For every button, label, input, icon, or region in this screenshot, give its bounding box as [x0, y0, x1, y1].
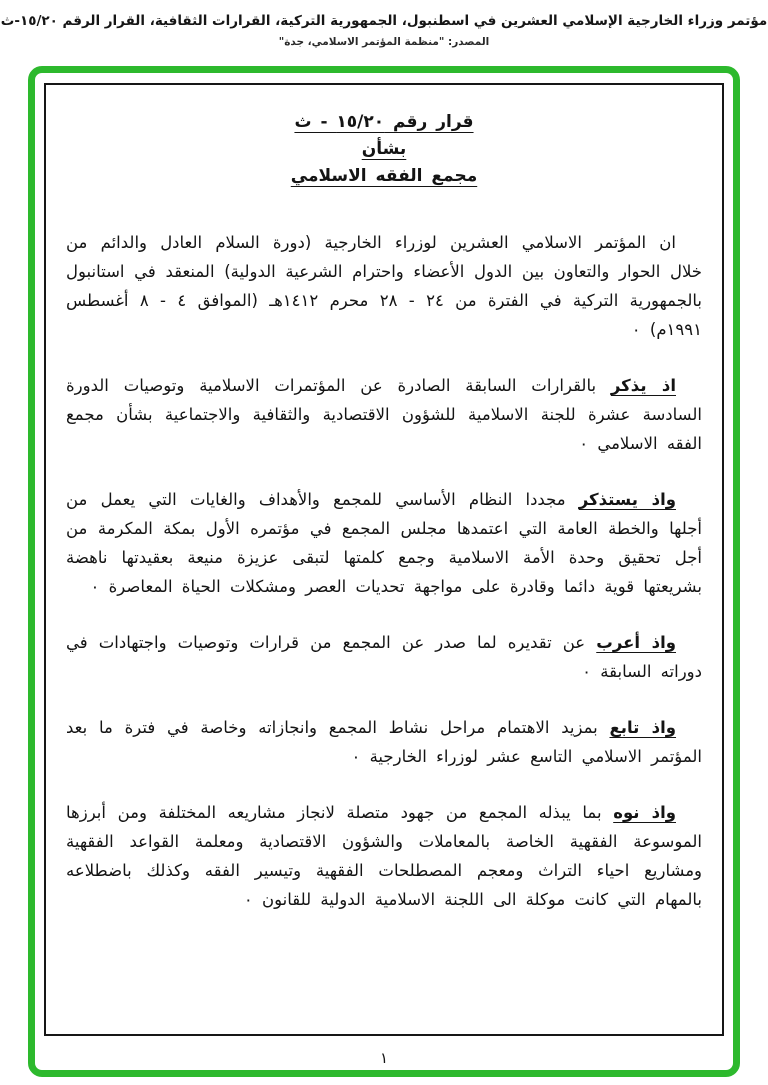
paragraph-text: بما يبذله المجمع من جهود متصلة لانجاز مشاريعه المختلفة ومن أبرزها الموسوعة الفقهية الخاصة بالمعاملات والشؤون الاقتصادية ومعلمة القواعد الفقهية ومشاريع احياء التراث ومعجم المصطلحات الفقهية وتيسير الفقه وكذلك باضطلاعه بالمهام التي كانت موكلة الى اللجنة الاسلامية الدولية للقانون ٠ — [66, 803, 702, 909]
paragraph-recalling — [66, 371, 702, 458]
paragraph-text: بمزيد الاهتمام مراحل نشاط المجمع وانجازاته وخاصة في فترة ما بعد المؤتمر الاسلامي التاسع عشر لوزراء الخارجية ٠ — [66, 718, 702, 766]
paragraph-lead: واذ تابع — [609, 718, 677, 737]
header-source: المصدر: "منظمة المؤتمر الاسلامي، جدة" — [278, 36, 490, 48]
resolution-title-block — [66, 109, 702, 190]
paragraph-text: ان المؤتمر الاسلامي العشرين لوزراء الخارجية (دورة السلام العادل والدائم من خلال الحوار والتعاون بين الدول الأعضاء واحترام الشرعية الدولية) المنعقد في استانبول بالجمهورية التركية في الفترة من ٢٤ - ٢٨ محرم ١٤١٢هـ (الموافق ٤ - ٨ أغسطس ١٩٩١م) ٠ — [66, 233, 702, 339]
paragraph-lead: واذ يستذكر — [578, 490, 676, 509]
document-body-frame — [44, 83, 724, 1036]
paragraph-following — [66, 713, 702, 771]
header-title: مؤتمر وزراء الخارجية الإسلامي العشرين في اسطنبول، الجمهورية التركية، القرارات الثقافية، القرار الرقم ١٥/٢٠-ث — [0, 13, 768, 29]
document-header — [0, 0, 768, 48]
paragraph-lead: واذ أعرب — [596, 633, 676, 652]
resolution-subject: مجمع الفقه الاسلامي — [290, 166, 478, 186]
paragraph-preamble — [66, 228, 702, 344]
page-number: ١ — [379, 1049, 389, 1067]
paragraph-lead: اذ يذكر — [610, 376, 676, 395]
paragraph-text: مجددا النظام الأساسي للمجمع والأهداف والغايات التي يعمل من أجلها والخطة العامة التي اعتمدها مجلس المجمع في مؤتمره الأول بمكة المكرمة من أجل تحقيق وحدة الأمة الاسلامية وجمع كلمتها لتبقى عزيزة منيعة بعقيدتها ناهضة بشريعتها قوية دائما وقادرة على مواجهة تحديات العصر ومشكلات الحياة المعاصرة ٠ — [66, 490, 702, 596]
paragraph-appreciation — [66, 628, 702, 686]
paragraph-text: عن تقديره لما صدر عن المجمع من قرارات وتوصيات واجتهادات في دوراته السابقة ٠ — [66, 633, 702, 681]
paragraph-noting — [66, 798, 702, 914]
green-annotation-frame — [28, 66, 740, 1077]
paragraph-lead: واذ نوه — [613, 803, 676, 822]
paragraph-text: بالقرارات السابقة الصادرة عن المؤتمرات الاسلامية وتوصيات الدورة السادسة عشرة للجنة الاسلامية للشؤون الاقتصادية والثقافية والاجتماعية بشأن مجمع الفقه الاسلامي ٠ — [66, 376, 702, 453]
resolution-number: قرار رقم ١٥/٢٠ - ث — [294, 112, 474, 132]
paragraph-reaffirming — [66, 485, 702, 601]
resolution-subject-label: بشأن — [361, 139, 407, 159]
